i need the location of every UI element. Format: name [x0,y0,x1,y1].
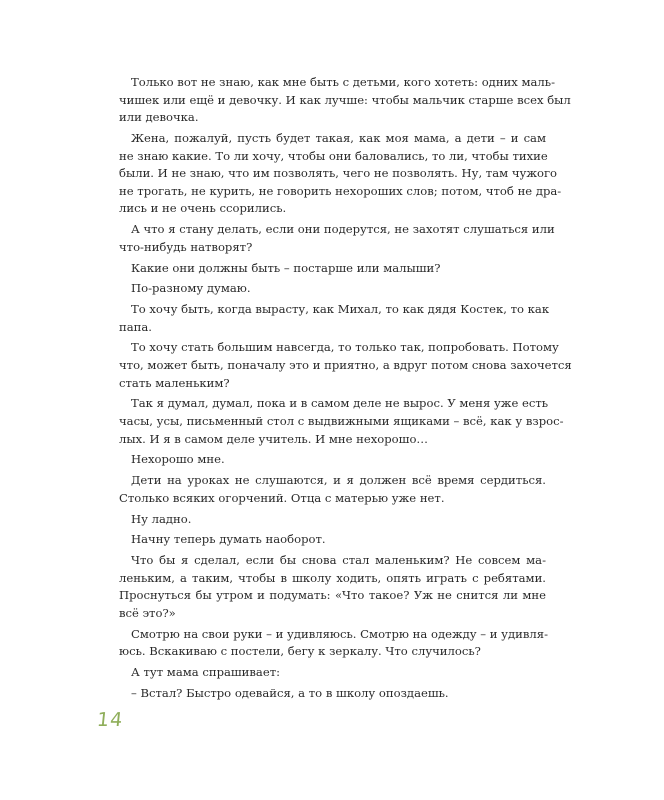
text-line: По-разному думаю. [131,281,251,296]
text-line: не знаю какие. То ли хочу, чтобы они баловались, то ли, чтобы тихие [119,148,548,163]
text-line: То хочу стать большим навсегда, то только так, попробовать. Потому [131,340,559,355]
text-line: Что бы я сделал, если бы снова стал маленьким? Не совсем ма- [131,553,546,568]
text-line: – Встал? Быстро одевайся, а то в школу опоздаешь. [131,685,449,700]
text-line: А тут мама спрашивает: [131,665,281,680]
text-line: Начну теперь думать наоборот. [131,532,326,547]
text-line: Только вот не знаю, как мне быть с детьми, кого хотеть: одних маль- [131,75,556,89]
text-line: часы, усы, письменный стол с выдвижными ящиками – всё, как у взрос- [119,414,564,428]
text-line: А что я стану делать, если они подерутся, не захотят слушаться или [131,222,555,237]
paragraph [119,395,564,448]
paragraph [119,685,546,703]
text-line: То хочу быть, когда вырасту, как Михал, то как дядя Костек, то как [131,302,550,317]
paragraph [119,74,571,127]
text-line: Жена, пожалуй, пусть будет такая, как моя мама, а дети – и сам [131,130,546,145]
text-line: или девочка. [119,110,199,125]
paragraph [119,130,562,218]
text-line: лись и не очень ссорились. [119,201,287,216]
text-line: стать маленьким? [119,375,230,390]
text-line: папа. [119,319,152,334]
paragraph [119,280,546,298]
text-line: лых. И я в самом деле учитель. И мне нехорошо… [119,431,429,446]
text-line: юсь. Вскакиваю с постели, бегу к зеркалу. Что случилось? [119,644,481,659]
text-line: Дети на уроках не слушаются, и я должен всё время сердиться. [131,473,546,488]
paragraph [119,221,555,256]
text-line: Смотрю на свои руки – и удивляюсь. Смотрю на одежду – и удивля- [131,626,548,641]
text-line: чишек или ещё и девочку. И как лучше: чтобы мальчик старше всех был [119,92,571,107]
paragraph [119,339,572,392]
paragraph [119,531,546,549]
paragraph [119,451,546,469]
paragraph [119,511,546,529]
text-line: Нехорошо мне. [131,452,225,467]
paragraph [119,626,546,661]
paragraph [119,664,546,682]
body-text [119,74,572,706]
paragraph [119,472,546,507]
text-line: Какие они должны быть – постарше или малыши? [131,260,441,275]
text-line: всё это?» [119,605,176,620]
text-line: Столько всяких огорчений. Отца с матерью уже нет. [119,490,445,505]
text-line: что-нибудь натворят? [119,239,253,254]
page-number: 14 [95,709,125,731]
text-line: что, может быть, поначалу это и приятно, а вдруг потом снова захочется [119,358,572,373]
text-line: не трогать, не курить, не говорить нехороших слов; потом, чтоб не дра- [119,183,562,198]
paragraph [119,301,550,336]
text-line: были. И не знаю, что им позволять, чего не позволять. Ну, там чужого [119,166,558,181]
paragraph [119,552,546,622]
text-line: Проснуться бы утром и подумать: «Что такое? Уж не снится ли мне [119,588,546,603]
text-line: леньким, а таким, чтобы в школу ходить, опять играть с ребятами. [119,570,546,585]
text-line: Ну ладно. [131,511,192,526]
paragraph [119,260,546,278]
text-line: Так я думал, думал, пока и в самом деле не вырос. У меня уже есть [131,396,549,411]
